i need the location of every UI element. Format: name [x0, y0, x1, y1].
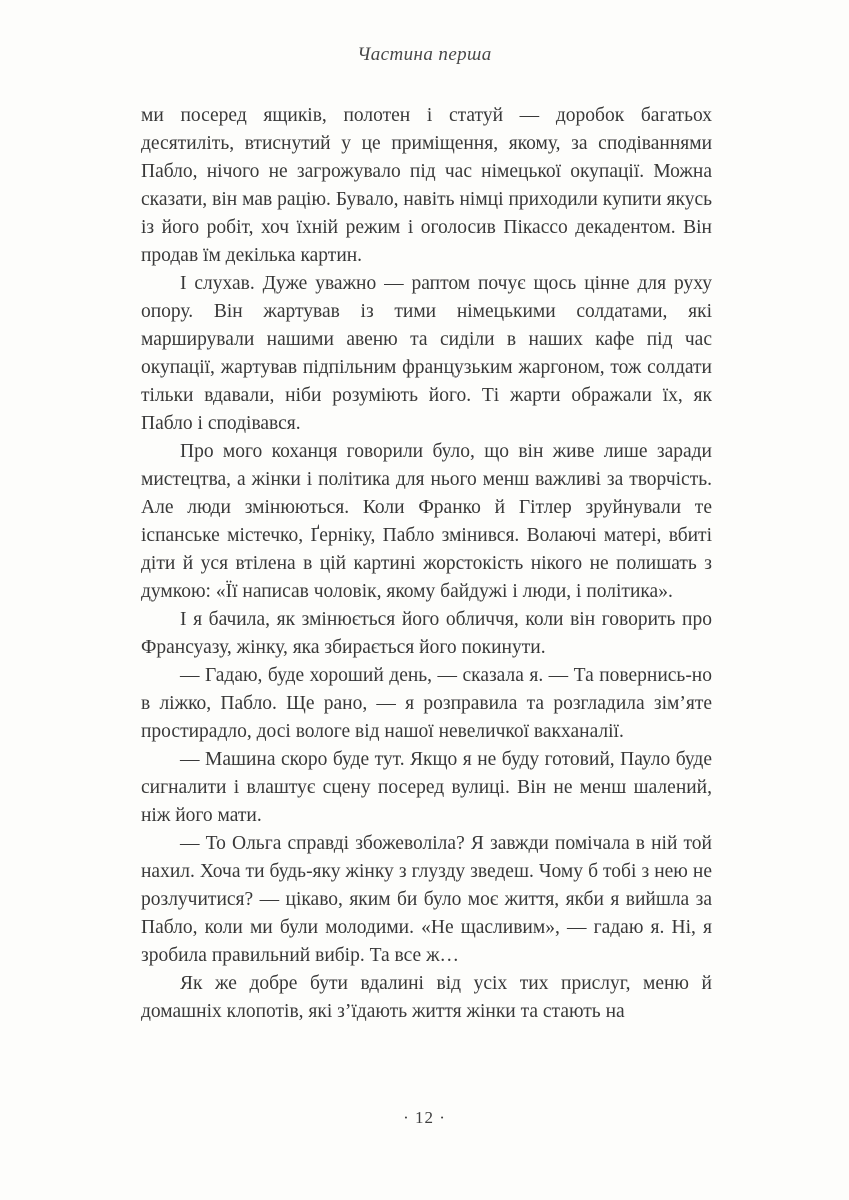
paragraph: — Гадаю, буде хороший день, — сказала я. — Та повернись-но в ліжко, Пабло. Ще рано, — я розправила та розгладила зім’яте простирадло, досі вологе від нашої невеличкої вакханалії.: [141, 665, 712, 742]
paragraph: Про мого коханця говорили було, що він живе лише заради мистецтва, а жінки і політика для нього менш важливі за творчість. Але люди змінюються. Коли Франко й Гітлер зруйнували те іспанське містечко, Ґерніку, Пабло змінився. Волаючі матері, вбиті діти й уся втілена в цій картині жорстокість нікого не полишать з думкою: «Її написав чоловік, якому байдужі і люди, і політика».: [141, 441, 712, 602]
paragraph: — Машина скоро буде тут. Якщо я не буду готовий, Пауло буде сигналити і влаштує сцену посеред вулиці. Він не менш шалений, ніж його мати.: [141, 749, 712, 826]
paragraph: — То Ольга справді збожеволіла? Я завжди помічала в ній той нахил. Хоча ти будь-яку жінку з глузду зведеш. Чому б тобі з нею не розлучитися? — цікаво, яким би було моє життя, якби я вийшла за Пабло, коли ми були молодими. «Не щасливим», — гадаю я. Ні, я зробила правильний вибір. Та все ж…: [141, 833, 712, 966]
chapter-heading: Частина перша: [357, 44, 492, 65]
paragraph: І я бачила, як змінюється його обличчя, коли він говорить про Франсуазу, жінку, яка збирається його покинути.: [141, 609, 712, 658]
paragraph: Як же добре бути вдалині від усіх тих прислуг, меню й домашніх клопотів, які з’їдають життя жінки та стають на: [141, 973, 712, 1022]
paragraph: І слухав. Дуже уважно — раптом почує щось цінне для руху опору. Він жартував із тими німецькими солдатами, які марширували нашими авеню та сиділи в наших кафе під час окупації, жартував підпільним французьким жаргоном, тож солдати тільки вдавали, ніби розуміють його. Ті жарти ображали їх, як Пабло і сподівався.: [141, 273, 712, 434]
paragraph: ми посеред ящиків, полотен і статуй — доробок багатьох десятиліть, втиснутий у це приміщення, якому, за сподіваннями Пабло, нічого не загрожувало під час німецької окупації. Можна сказати, він мав рацію. Бувало, навіть німці приходили купити якусь із його робіт, хоч їхній режим і оголосив Пікассо декадентом. Він продав їм декілька картин.: [141, 105, 712, 266]
page-number: · 12 ·: [403, 1108, 446, 1127]
text-block: [141, 102, 712, 1026]
